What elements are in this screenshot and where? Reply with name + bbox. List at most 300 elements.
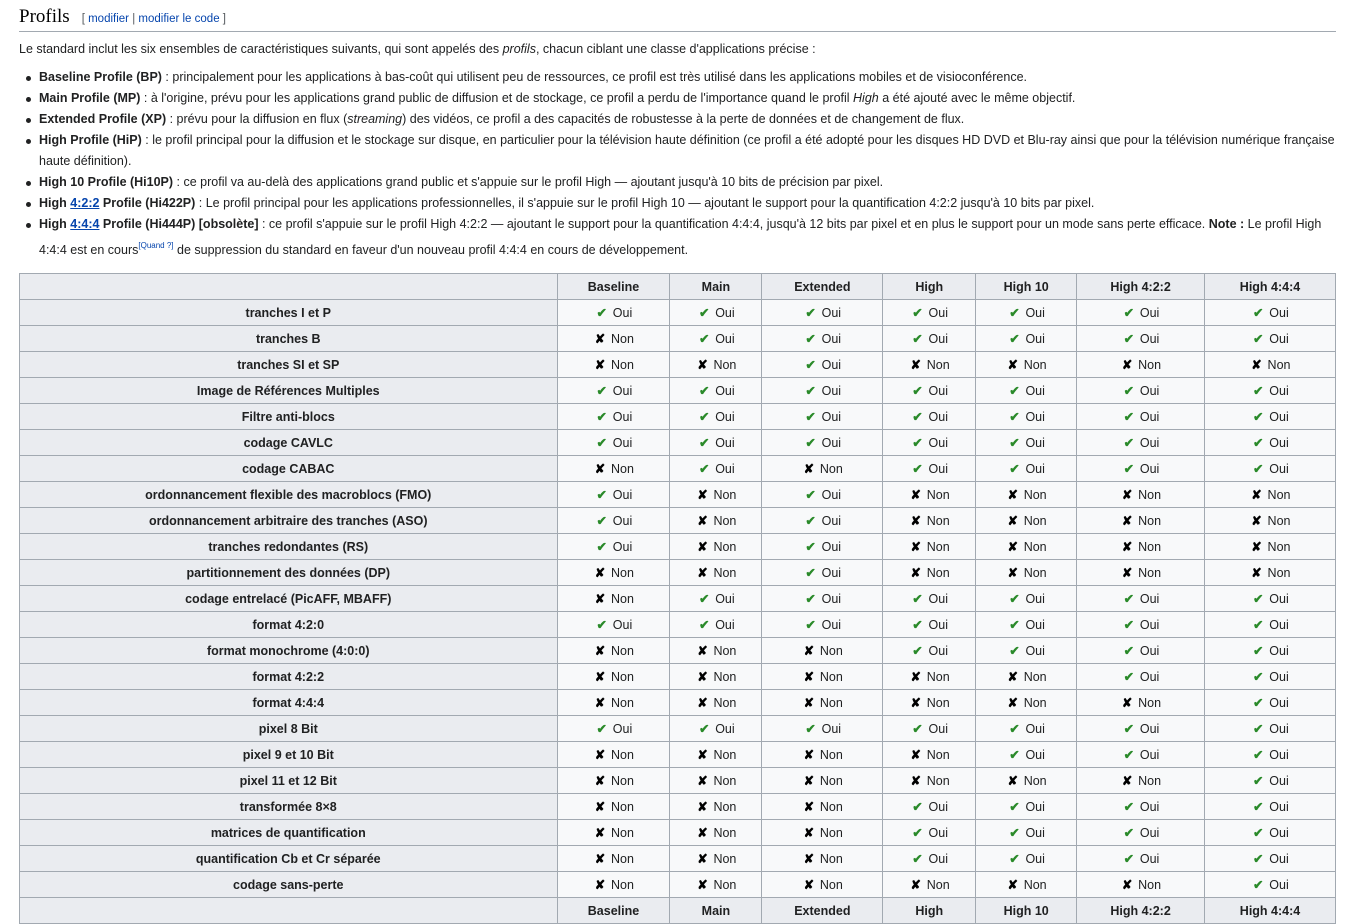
table-row [20, 300, 1336, 326]
support-cell [670, 742, 762, 768]
support-label: Non [819, 826, 843, 840]
support-label: Non [926, 878, 950, 892]
check-icon: ✔ [596, 618, 607, 632]
table-row [20, 664, 1336, 690]
cross-icon: ✘ [594, 566, 606, 580]
support-cell [883, 742, 976, 768]
check-icon: ✔ [698, 722, 710, 736]
support-label: Oui [928, 332, 948, 346]
support-cell [557, 820, 670, 846]
support-label: Oui [821, 566, 842, 580]
support-label: Oui [1139, 826, 1160, 840]
check-icon: ✔ [1123, 306, 1135, 320]
check-icon: ✔ [805, 618, 816, 632]
support-label: Oui [928, 592, 948, 606]
cross-icon: ✘ [1251, 540, 1262, 554]
check-icon: ✔ [698, 592, 710, 606]
intro-text-end: , chacun ciblant une classe d'applications précise : [535, 42, 816, 56]
support-label: Oui [715, 332, 735, 346]
column-header: High 4:2:2 [1077, 274, 1205, 300]
support-cell [976, 794, 1077, 820]
support-label: Non [1023, 774, 1047, 788]
support-label: Oui [1139, 644, 1160, 658]
support-cell [883, 534, 976, 560]
cross-icon: ✘ [803, 670, 815, 684]
support-cell [1205, 560, 1336, 586]
support-label: Non [713, 748, 737, 762]
support-cell [762, 794, 883, 820]
edit-separator: | [132, 13, 136, 25]
support-label: Oui [928, 436, 948, 450]
support-cell [1205, 586, 1336, 612]
support-label: Oui [1269, 462, 1289, 476]
support-label: Non [1138, 696, 1162, 710]
support-cell [557, 300, 670, 326]
support-label: Non [1267, 488, 1291, 502]
cross-icon: ✘ [910, 488, 922, 502]
support-label: Oui [821, 618, 842, 632]
table-row [20, 820, 1336, 846]
table-row [20, 872, 1336, 898]
support-label: Oui [821, 306, 842, 320]
cross-icon: ✘ [594, 332, 606, 346]
check-icon: ✔ [596, 722, 607, 736]
check-icon: ✔ [1009, 748, 1020, 762]
support-label: Oui [821, 436, 842, 450]
profile-item-baseline [39, 67, 1336, 88]
support-label: Oui [715, 618, 735, 632]
support-cell [557, 768, 670, 794]
cross-icon: ✘ [1007, 488, 1018, 502]
support-cell [1205, 482, 1336, 508]
support-label: Non [1267, 358, 1291, 372]
cross-icon: ✘ [910, 696, 922, 710]
table-row [20, 560, 1336, 586]
support-cell [1205, 404, 1336, 430]
column-header: Main [670, 274, 762, 300]
support-cell [762, 300, 883, 326]
support-cell [557, 534, 670, 560]
profile-name-suffix: Profile (Hi444P) [obsolète] [99, 217, 259, 231]
support-cell [762, 586, 883, 612]
support-label: Oui [821, 410, 842, 424]
support-cell [883, 846, 976, 872]
check-icon: ✔ [1009, 618, 1020, 632]
support-cell [670, 430, 762, 456]
cross-icon: ✘ [1121, 774, 1133, 788]
cross-icon: ✘ [594, 878, 606, 892]
support-label: Oui [1139, 384, 1160, 398]
check-icon: ✔ [912, 722, 923, 736]
support-label: Non [819, 878, 843, 892]
cross-icon: ✘ [1121, 878, 1133, 892]
support-cell [976, 326, 1077, 352]
support-cell [976, 820, 1077, 846]
check-icon: ✔ [1009, 644, 1020, 658]
check-icon: ✔ [805, 436, 816, 450]
support-cell [670, 716, 762, 742]
support-label: Oui [1269, 670, 1289, 684]
profile-description: : Le profil principal pour les applications professionnelles, il s'appuie sur le profil High 10 — ajoutant le support pour la quantification 4:2:2 jusqu'à 10 bits par pixel. [195, 196, 1095, 210]
feature-label: ordonnancement arbitraire des tranches (ASO) [20, 508, 558, 534]
support-cell [762, 456, 883, 482]
support-cell [762, 326, 883, 352]
support-label: Non [611, 358, 634, 372]
support-label: Non [926, 540, 950, 554]
support-label: Non [926, 358, 950, 372]
when-citation-link[interactable]: [Quand ?] [138, 241, 174, 250]
support-label: Oui [1139, 618, 1160, 632]
profile-description-end: a été ajouté avec le même objectif. [878, 91, 1076, 105]
table-row [20, 638, 1336, 664]
support-cell [670, 378, 762, 404]
support-label: Oui [1139, 462, 1160, 476]
feature-label: Image de Références Multiples [20, 378, 558, 404]
check-icon: ✔ [1123, 644, 1135, 658]
support-label: Oui [821, 592, 842, 606]
cross-icon: ✘ [697, 800, 708, 814]
cross-icon: ✘ [910, 878, 922, 892]
support-label: Oui [1269, 696, 1289, 710]
check-icon: ✔ [1123, 722, 1135, 736]
support-cell [557, 846, 670, 872]
support-cell [1205, 820, 1336, 846]
support-cell [670, 794, 762, 820]
profile-description: : ce profil s'appuie sur le profil High 4:2:2 — ajoutant le support pour la quantification 4:4:4, jusqu'à 12 bits par pixel et en plus le support pour un mode sans perte efficace. [258, 217, 1209, 231]
support-label: Oui [1269, 800, 1289, 814]
profile-description-end: ) des vidéos, ce profil a des capacités de robustesse à la perte de données et de changement de flux. [402, 112, 965, 126]
support-label: Oui [1139, 410, 1160, 424]
support-cell [670, 664, 762, 690]
support-label: Non [611, 332, 634, 346]
cross-icon: ✘ [1121, 540, 1133, 554]
support-label: Oui [1025, 644, 1045, 658]
profile-link-444[interactable]: 4:4:4 [70, 217, 100, 231]
check-icon: ✔ [596, 540, 607, 554]
support-label: Non [611, 592, 634, 606]
support-label: Oui [1025, 332, 1045, 346]
support-cell [883, 794, 976, 820]
check-icon: ✔ [1253, 878, 1264, 892]
support-cell [1077, 352, 1205, 378]
check-icon: ✔ [1253, 852, 1264, 866]
check-icon: ✔ [1253, 644, 1264, 658]
cross-icon: ✘ [1007, 566, 1018, 580]
support-label: Oui [1025, 410, 1045, 424]
support-cell [762, 560, 883, 586]
support-label: Non [1023, 670, 1047, 684]
support-cell [670, 638, 762, 664]
feature-label: format monochrome (4:0:0) [20, 638, 558, 664]
profile-link-422[interactable]: 4:2:2 [70, 196, 100, 210]
cross-icon: ✘ [594, 462, 606, 476]
table-row [20, 716, 1336, 742]
support-cell [1077, 430, 1205, 456]
support-label: Non [1023, 488, 1047, 502]
support-label: Non [713, 800, 737, 814]
table-row [20, 352, 1336, 378]
profile-item-high10 [39, 172, 1336, 193]
support-cell [883, 716, 976, 742]
support-cell [1205, 534, 1336, 560]
support-cell [1077, 794, 1205, 820]
support-cell [557, 612, 670, 638]
support-cell [557, 794, 670, 820]
intro-paragraph [19, 40, 1336, 58]
cross-icon: ✘ [910, 566, 922, 580]
check-icon: ✔ [1123, 384, 1135, 398]
support-cell [1205, 794, 1336, 820]
support-cell [883, 456, 976, 482]
cross-icon: ✘ [697, 774, 708, 788]
support-label: Oui [1025, 592, 1045, 606]
cross-icon: ✘ [803, 696, 815, 710]
support-label: Oui [1139, 592, 1160, 606]
modify-code-link[interactable]: modifier le code [138, 13, 220, 25]
support-cell [1205, 768, 1336, 794]
cross-icon: ✘ [803, 644, 815, 658]
table-row [20, 404, 1336, 430]
support-cell [1077, 534, 1205, 560]
column-header: Extended [762, 274, 883, 300]
support-cell [762, 508, 883, 534]
table-row [20, 456, 1336, 482]
column-header: Baseline [557, 274, 670, 300]
support-cell [670, 872, 762, 898]
support-cell [762, 534, 883, 560]
support-label: Non [819, 462, 843, 476]
support-label: Oui [1269, 592, 1289, 606]
profile-item-extended [39, 109, 1336, 130]
support-cell [883, 326, 976, 352]
feature-label: quantification Cb et Cr séparée [20, 846, 558, 872]
support-cell [670, 690, 762, 716]
support-cell [670, 508, 762, 534]
support-label: Non [611, 696, 634, 710]
support-cell [762, 716, 883, 742]
cross-icon: ✘ [594, 358, 606, 372]
check-icon: ✔ [1009, 826, 1020, 840]
check-icon: ✔ [1253, 696, 1264, 710]
support-cell [883, 508, 976, 534]
support-cell [1077, 404, 1205, 430]
support-cell [976, 430, 1077, 456]
support-label: Non [819, 696, 843, 710]
profile-name-suffix: Profile (Hi422P) [99, 196, 196, 210]
check-icon: ✔ [912, 644, 923, 658]
support-label: Non [713, 696, 737, 710]
support-cell [1205, 612, 1336, 638]
support-cell [976, 560, 1077, 586]
support-cell [762, 378, 883, 404]
cross-icon: ✘ [910, 358, 922, 372]
support-label: Non [926, 696, 950, 710]
check-icon: ✔ [805, 306, 816, 320]
support-label: Non [1267, 566, 1291, 580]
check-icon: ✔ [1009, 722, 1020, 736]
cross-icon: ✘ [1007, 514, 1018, 528]
support-label: Oui [1025, 618, 1045, 632]
column-header: High 10 [976, 274, 1077, 300]
support-label: Oui [1269, 878, 1289, 892]
support-cell [976, 846, 1077, 872]
check-icon: ✔ [805, 540, 816, 554]
intro-text: Le standard inclut les six ensembles de caractéristiques suivants, qui sont appelés des [19, 42, 503, 56]
cross-icon: ✘ [803, 852, 815, 866]
support-cell [557, 586, 670, 612]
support-cell [1077, 456, 1205, 482]
cross-icon: ✘ [697, 878, 708, 892]
cross-icon: ✘ [1007, 696, 1018, 710]
check-icon: ✔ [912, 800, 923, 814]
feature-label: ordonnancement flexible des macroblocs (FMO) [20, 482, 558, 508]
support-label: Oui [1269, 332, 1289, 346]
support-label: Oui [1025, 306, 1045, 320]
support-label: Oui [1139, 670, 1160, 684]
support-label: Oui [612, 436, 633, 450]
support-label: Oui [715, 436, 735, 450]
support-cell [1205, 352, 1336, 378]
support-label: Non [611, 670, 634, 684]
support-label: Oui [928, 410, 948, 424]
profile-name: High [39, 196, 71, 210]
support-label: Oui [1025, 384, 1045, 398]
feature-label: tranches B [20, 326, 558, 352]
support-cell [1205, 326, 1336, 352]
cross-icon: ✘ [910, 748, 922, 762]
check-icon: ✔ [1123, 618, 1135, 632]
table-row [20, 534, 1336, 560]
cross-icon: ✘ [803, 774, 815, 788]
support-label: Oui [821, 722, 842, 736]
support-cell [883, 560, 976, 586]
support-label: Oui [1139, 306, 1160, 320]
cross-icon: ✘ [1251, 358, 1262, 372]
support-label: Oui [928, 722, 948, 736]
support-cell [976, 378, 1077, 404]
support-label: Non [926, 514, 950, 528]
table-footer-row [20, 898, 1336, 924]
support-cell [557, 326, 670, 352]
support-label: Non [1138, 540, 1162, 554]
support-label: Oui [715, 592, 735, 606]
support-cell [670, 768, 762, 794]
profile-name: Extended Profile (XP) [39, 112, 167, 126]
support-cell [1077, 846, 1205, 872]
modify-link[interactable]: modifier [88, 13, 129, 25]
support-cell [883, 586, 976, 612]
support-label: Oui [1025, 436, 1045, 450]
support-label: Oui [1139, 332, 1160, 346]
support-cell [557, 404, 670, 430]
support-label: Non [713, 774, 737, 788]
feature-label: tranches I et P [20, 300, 558, 326]
edit-bracket-close: ] [222, 13, 226, 25]
support-label: Non [611, 852, 634, 866]
support-label: Oui [1139, 852, 1160, 866]
support-label: Oui [1025, 852, 1045, 866]
support-label: Oui [1269, 774, 1289, 788]
support-label: Oui [928, 800, 948, 814]
support-label: Oui [1269, 722, 1289, 736]
cross-icon: ✘ [1251, 488, 1262, 502]
support-label: Oui [928, 618, 948, 632]
support-cell [1077, 742, 1205, 768]
support-label: Oui [928, 852, 948, 866]
support-label: Non [819, 774, 843, 788]
check-icon: ✔ [805, 514, 816, 528]
support-cell [670, 352, 762, 378]
cross-icon: ✘ [910, 670, 922, 684]
cross-icon: ✘ [697, 826, 708, 840]
check-icon: ✔ [1253, 618, 1264, 632]
cross-icon: ✘ [1007, 878, 1018, 892]
check-icon: ✔ [1123, 592, 1135, 606]
check-icon: ✔ [1253, 670, 1264, 684]
support-cell [1205, 456, 1336, 482]
support-cell [883, 872, 976, 898]
section-title: Profils [19, 6, 70, 27]
table-row [20, 430, 1336, 456]
corner-cell [20, 274, 558, 300]
support-label: Non [611, 878, 634, 892]
support-label: Non [1138, 488, 1162, 502]
check-icon: ✔ [1253, 800, 1264, 814]
feature-label: partitionnement des données (DP) [20, 560, 558, 586]
support-label: Non [611, 826, 634, 840]
cross-icon: ✘ [594, 644, 606, 658]
support-label: Non [713, 488, 737, 502]
cross-icon: ✘ [697, 670, 708, 684]
support-label: Oui [1269, 436, 1289, 450]
table-row [20, 690, 1336, 716]
support-label: Oui [1025, 748, 1045, 762]
support-label: Non [1138, 514, 1162, 528]
column-footer: Baseline [557, 898, 670, 924]
profile-list [19, 67, 1336, 261]
check-icon: ✔ [1123, 436, 1135, 450]
support-label: Oui [612, 514, 633, 528]
support-cell [670, 534, 762, 560]
cross-icon: ✘ [697, 514, 708, 528]
feature-label: pixel 11 et 12 Bit [20, 768, 558, 794]
support-cell [976, 508, 1077, 534]
support-label: Oui [821, 514, 842, 528]
support-cell [1077, 664, 1205, 690]
check-icon: ✔ [805, 488, 816, 502]
check-icon: ✔ [1123, 748, 1135, 762]
support-cell [976, 456, 1077, 482]
check-icon: ✔ [805, 410, 816, 424]
support-cell [557, 352, 670, 378]
support-cell [670, 404, 762, 430]
support-cell [557, 560, 670, 586]
support-cell [670, 300, 762, 326]
support-cell [1205, 690, 1336, 716]
table-row [20, 586, 1336, 612]
column-footer: High 4:2:2 [1077, 898, 1205, 924]
support-cell [1205, 430, 1336, 456]
feature-label: transformée 8×8 [20, 794, 558, 820]
support-cell [976, 404, 1077, 430]
support-label: Oui [821, 358, 842, 372]
support-label: Non [713, 826, 737, 840]
feature-label: Filtre anti-blocs [20, 404, 558, 430]
cross-icon: ✘ [697, 852, 708, 866]
check-icon: ✔ [698, 618, 710, 632]
support-label: Oui [715, 306, 735, 320]
check-icon: ✔ [1253, 774, 1264, 788]
